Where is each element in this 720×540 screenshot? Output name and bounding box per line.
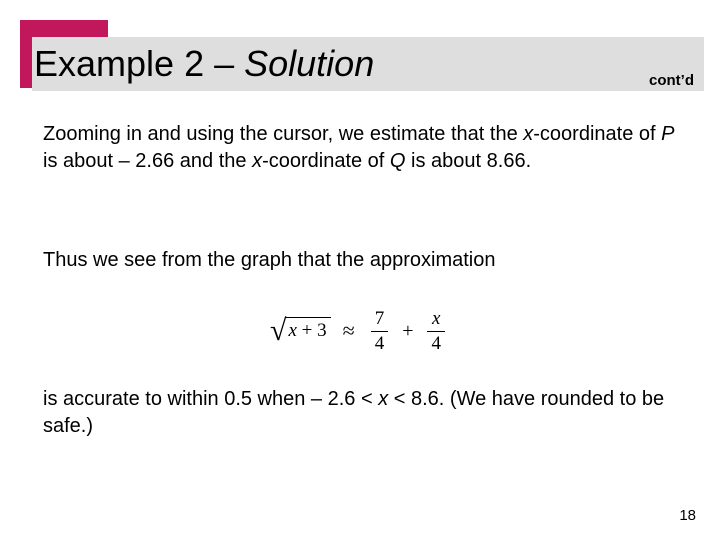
para3-text-2: < 8.6. (We have rounded to be safe.) (43, 388, 665, 437)
radical-sign: √ (270, 314, 287, 347)
para3-text-1: is accurate to within 0.5 when – 2.6 < (43, 388, 379, 410)
title-main: Example 2 – (34, 43, 245, 84)
radicand (285, 317, 330, 342)
paragraph-2: Thus we see from the graph that the approximation (43, 249, 496, 271)
plus-sign: + (402, 319, 414, 342)
para1-var-q: Q (389, 150, 406, 172)
title-italic: Solution (244, 43, 375, 84)
fraction-denominator: 4 (374, 332, 385, 354)
fraction-var-x: x (432, 307, 441, 329)
fraction-seven-fourths (371, 307, 389, 356)
square-root (270, 316, 331, 346)
para1-var-p: P (661, 123, 675, 145)
para3-var-x: x (378, 388, 389, 410)
radicand-var: x (288, 319, 297, 341)
paragraph-1 (43, 121, 683, 175)
slide-title (34, 42, 374, 86)
fraction-numerator (428, 307, 444, 331)
para1-text-1: Zooming in and using the cursor, we estimate that the (43, 123, 524, 145)
para1-text-3: is about – 2.66 and the (43, 150, 253, 172)
approx-sign: ≈ (342, 318, 355, 343)
para1-var-x: x (523, 123, 534, 145)
paragraph-3 (43, 386, 683, 440)
para1-var-x-2: x (252, 150, 263, 172)
para1-text-4: -coordinate of (262, 150, 390, 172)
continued-label: cont’d (649, 72, 694, 89)
approximation-formula (270, 303, 449, 359)
radicand-rest: + 3 (296, 319, 327, 341)
page-number: 18 (679, 507, 696, 524)
para1-text-2: -coordinate of (533, 123, 662, 145)
para1-text-5: is about 8.66. (405, 150, 532, 172)
fraction-x-fourths (427, 307, 445, 356)
fraction-denominator: 4 (431, 332, 441, 354)
fraction-numerator: 7 (374, 307, 385, 329)
